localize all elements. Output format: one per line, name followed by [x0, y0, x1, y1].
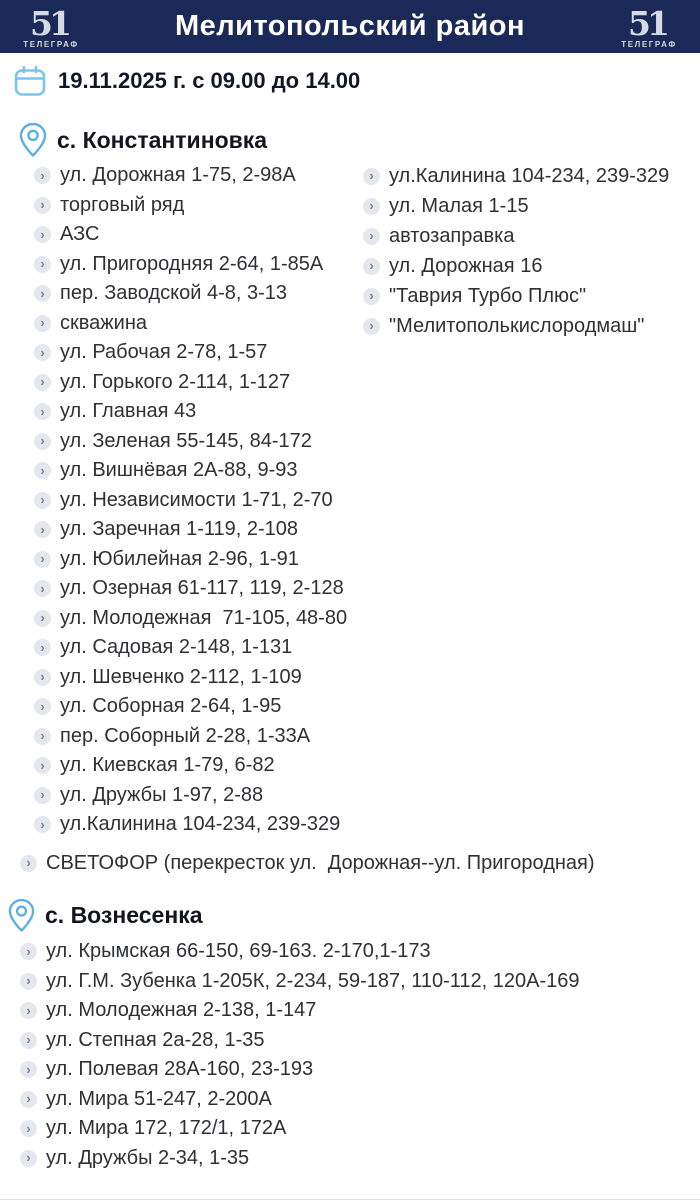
street-list-item	[34, 250, 356, 280]
chevron-bullet-icon: ›	[34, 167, 51, 184]
street-list-item	[20, 937, 700, 967]
chevron-bullet-icon: ›	[34, 226, 51, 243]
chevron-bullet-icon: ›	[363, 198, 380, 215]
street-label: ул. Дорожная 1-75, 2-98А	[60, 164, 296, 187]
street-label: ул. Рабочая 2-78, 1-57	[60, 341, 268, 364]
chevron-bullet-icon: ›	[20, 1002, 37, 1019]
section-heading	[18, 122, 700, 158]
chevron-bullet-icon: ›	[363, 168, 380, 185]
street-label: ул. Юбилейная 2-96, 1-91	[60, 547, 299, 570]
street-label: ул. Заречная 1-119, 2-108	[60, 518, 299, 541]
street-label: "Таврия Турбо Плюс"	[389, 284, 587, 307]
street-label: ул. Озерная 61-117, 119, 2-128	[60, 577, 344, 600]
header-bar	[0, 0, 700, 53]
street-label: ул. Пригородняя 2-64, 1-85А	[60, 252, 324, 275]
street-label: ул. Молодежная 71-105, 48-80	[60, 606, 348, 629]
chevron-bullet-icon: ›	[34, 669, 51, 686]
street-label: торговый ряд	[60, 193, 185, 216]
street-list-item	[34, 220, 356, 250]
street-list-item	[34, 633, 356, 663]
logo-brand-label: ТЕЛЕГРАФ	[23, 39, 79, 49]
street-list-item	[34, 456, 356, 486]
chevron-bullet-icon: ›	[34, 256, 51, 273]
street-label: ул. Мира 172, 172/1, 172А	[46, 1117, 287, 1140]
section-title: с. Вознесенка	[45, 902, 203, 928]
street-list-item	[363, 251, 700, 281]
street-label: ул. Г.М. Зубенка 1-205К, 2-234, 59-187, 110-112, 120А-169	[46, 969, 580, 992]
section-heading	[7, 898, 700, 933]
chevron-bullet-icon: ›	[34, 757, 51, 774]
street-list-item	[20, 967, 700, 997]
chevron-bullet-icon: ›	[20, 1061, 37, 1078]
street-list-item	[20, 1144, 700, 1174]
street-list-item	[34, 781, 356, 811]
page-title: Мелитопольский район	[174, 10, 526, 42]
street-label: ул. Вишнёвая 2А-88, 9-93	[60, 459, 298, 482]
chevron-bullet-icon: ›	[20, 973, 37, 990]
street-label: ул. Степная 2а-28, 1-35	[46, 1028, 265, 1051]
street-label: ул. Горького 2-114, 1-127	[60, 370, 291, 393]
street-label: ул. Дружбы 1-97, 2-88	[60, 783, 264, 806]
street-label: ул. Крымская 66-150, 69-163. 2-170,1-173	[46, 940, 431, 963]
chevron-bullet-icon: ›	[34, 285, 51, 302]
street-list-item	[34, 810, 356, 840]
location-pin-icon	[7, 898, 36, 933]
street-list-item	[34, 397, 356, 427]
street-list-item	[34, 722, 356, 752]
street-label: ул. Дружбы 2-34, 1-35	[46, 1146, 250, 1169]
street-label: скважина	[60, 311, 147, 334]
street-list-item	[34, 368, 356, 398]
chevron-bullet-icon: ›	[20, 943, 37, 960]
street-list-item	[20, 1085, 700, 1115]
calendar-icon	[13, 65, 47, 97]
chevron-bullet-icon: ›	[34, 521, 51, 538]
traffic-light-note-list	[20, 849, 700, 879]
street-list-item	[34, 338, 356, 368]
street-list-item	[34, 279, 356, 309]
street-label: "Мелитополькислородмаш"	[389, 314, 645, 337]
chevron-bullet-icon: ›	[34, 698, 51, 715]
street-list-item	[34, 663, 356, 693]
outage-date-text: 19.11.2025 г. с 09.00 до 14.00	[58, 68, 361, 93]
street-list-item	[34, 515, 356, 545]
chevron-bullet-icon: ›	[34, 492, 51, 509]
street-list-item	[34, 751, 356, 781]
street-list-item	[34, 309, 356, 339]
street-label: ул. Главная 43	[60, 400, 197, 423]
chevron-bullet-icon: ›	[34, 462, 51, 479]
street-list-left	[0, 161, 356, 840]
chevron-bullet-icon: ›	[34, 787, 51, 804]
street-label: пер. Соборный 2-28, 1-33А	[60, 724, 311, 747]
section-title: с. Константиновка	[57, 126, 268, 153]
chevron-bullet-icon: ›	[20, 1150, 37, 1167]
street-list	[0, 937, 700, 1173]
chevron-bullet-icon: ›	[34, 374, 51, 391]
street-label: ул.Калинина 104-234, 239-329	[389, 164, 670, 187]
logo-brand-label: ТЕЛЕГРАФ	[621, 39, 677, 49]
street-label: автозаправка	[389, 224, 515, 247]
street-list-item	[34, 486, 356, 516]
street-list-item	[34, 692, 356, 722]
chevron-bullet-icon: ›	[20, 1120, 37, 1137]
telegraf-logo-right	[610, 5, 688, 49]
street-label: ул. Садовая 2-148, 1-131	[60, 636, 293, 659]
street-list-item	[34, 191, 356, 221]
traffic-light-note-row	[20, 849, 700, 879]
street-list-item	[34, 545, 356, 575]
street-list-item	[363, 281, 700, 311]
street-label: ул. Полевая 28А-160, 23-193	[46, 1058, 314, 1081]
chevron-bullet-icon: ›	[34, 433, 51, 450]
chevron-bullet-icon: ›	[34, 816, 51, 833]
chevron-bullet-icon: ›	[20, 1091, 37, 1108]
chevron-bullet-icon: ›	[34, 403, 51, 420]
street-label: АЗС	[60, 223, 100, 246]
chevron-bullet-icon: ›	[20, 1032, 37, 1049]
street-list-item	[363, 311, 700, 341]
chevron-bullet-icon: ›	[363, 318, 380, 335]
street-list-item	[20, 1055, 700, 1085]
street-list-item	[34, 604, 356, 634]
street-list-item	[34, 427, 356, 457]
street-label: ул. Мира 51-247, 2-200А	[46, 1087, 272, 1110]
chevron-bullet-icon: ›	[34, 610, 51, 627]
logo-51-text: 51	[30, 3, 68, 43]
street-label: ул. Дорожная 16	[389, 254, 543, 277]
chevron-bullet-icon: ›	[34, 197, 51, 214]
street-list-item	[34, 161, 356, 191]
street-label: ул. Шевченко 2-112, 1-109	[60, 665, 302, 688]
chevron-bullet-icon: ›	[34, 315, 51, 332]
street-list-item	[363, 161, 700, 191]
street-label: пер. Заводской 4-8, 3-13	[60, 282, 288, 305]
street-label: ул.Калинина 104-234, 239-329	[60, 813, 341, 836]
telegraf-logo-left	[12, 5, 90, 49]
chevron-bullet-icon: ›	[363, 288, 380, 305]
chevron-bullet-icon: ›	[34, 551, 51, 568]
location-pin-icon	[18, 122, 48, 158]
location-section-voznesenka	[0, 898, 700, 1173]
street-list-item	[20, 996, 700, 1026]
street-label: ул. Независимости 1-71, 2-70	[60, 488, 333, 511]
street-columns	[0, 161, 700, 840]
chevron-bullet-icon: ›	[34, 344, 51, 361]
logo-51-text: 51	[628, 3, 666, 43]
chevron-bullet-icon: ›	[363, 258, 380, 275]
outage-date-row	[13, 64, 700, 98]
street-label: ул. Киевская 1-79, 6-82	[60, 754, 275, 777]
chevron-bullet-icon: ›	[34, 639, 51, 656]
street-label: ул. Молодежная 2-138, 1-147	[46, 999, 317, 1022]
street-list-right	[356, 161, 700, 341]
chevron-bullet-icon: ›	[34, 580, 51, 597]
chevron-bullet-icon: ›	[34, 728, 51, 745]
location-section-konstantinovka	[0, 122, 700, 878]
street-list-item	[20, 1114, 700, 1144]
street-label: СВЕТОФОР (перекресток ул. Дорожная--ул. Пригородная)	[46, 851, 595, 874]
street-list-item	[363, 191, 700, 221]
street-list-item	[363, 221, 700, 251]
street-list-item	[20, 1026, 700, 1056]
chevron-bullet-icon: ›	[20, 855, 37, 872]
street-list-item	[34, 574, 356, 604]
street-label: ул. Зеленая 55-145, 84-172	[60, 429, 312, 452]
street-label: ул. Соборная 2-64, 1-95	[60, 695, 282, 718]
chevron-bullet-icon: ›	[363, 228, 380, 245]
street-label: ул. Малая 1-15	[389, 194, 529, 217]
